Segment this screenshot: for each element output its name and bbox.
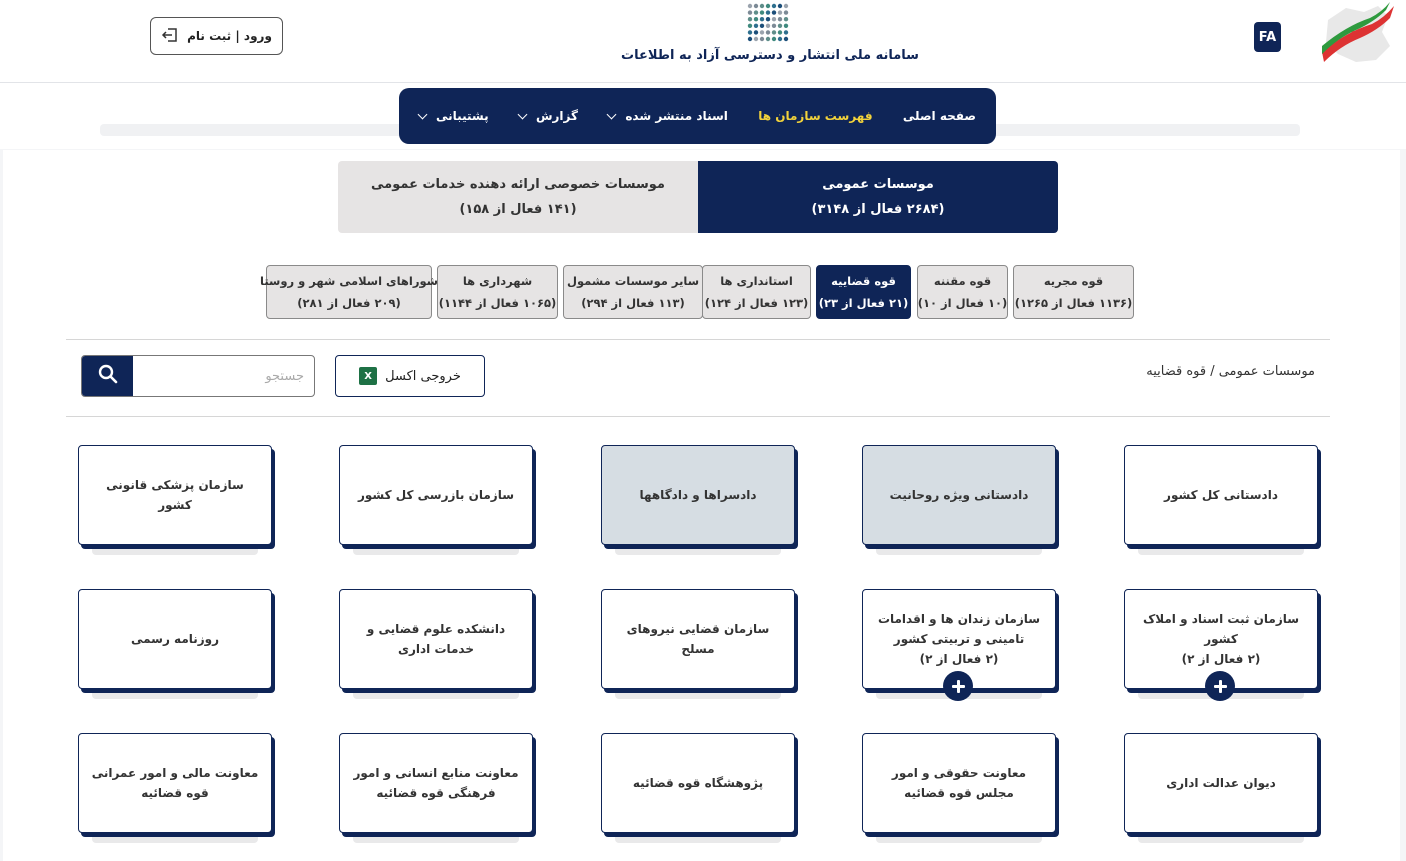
login-label: ورود | ثبت نام <box>187 29 272 43</box>
subtab-count: (۲۱ فعال از ۲۳) <box>818 296 909 310</box>
excel-export-button[interactable] <box>335 355 485 397</box>
organization-card[interactable] <box>1124 733 1318 833</box>
subtab-count: (۱۱۳۶ فعال از ۱۲۶۵) <box>1014 296 1133 310</box>
login-icon <box>161 26 179 47</box>
card-shadow <box>615 545 781 555</box>
card-shadow <box>353 545 519 555</box>
organization-card[interactable] <box>1124 445 1318 545</box>
nav-item-4[interactable] <box>419 109 489 123</box>
card-shadow <box>92 545 258 555</box>
subtab-label: شهرداری ها <box>462 274 533 288</box>
subtab-label: سایر موسسات مشمول <box>566 274 700 288</box>
iran-map-flag-logo <box>1316 2 1396 68</box>
organization-card[interactable] <box>339 445 533 545</box>
organization-name: معاونت مالی و امور عمرانی قوه قضائیه <box>91 766 259 800</box>
nav-item-1[interactable] <box>758 109 872 123</box>
card-shadow <box>876 833 1042 843</box>
search-icon <box>97 363 119 389</box>
card-shadow <box>615 833 781 843</box>
organization-card[interactable] <box>339 733 533 833</box>
card-shadow <box>92 833 258 843</box>
card-shadow <box>1138 545 1304 555</box>
organization-count: (۲ فعال از ۲) <box>1181 652 1261 666</box>
nav-item-label: صفحه اصلی <box>902 109 976 123</box>
tab-count: (۱۴۱ فعال از ۱۵۸) <box>459 202 577 217</box>
nav-item-label: فهرست سازمان ها <box>758 109 873 123</box>
card-shadow <box>353 833 519 843</box>
subtab-count: (۱۰۶۵ فعال از ۱۱۴۴) <box>438 296 557 310</box>
subtab-label: قوه مقننه <box>933 274 992 288</box>
chevron-down-icon <box>518 109 528 119</box>
subtab-1[interactable] <box>917 265 1008 319</box>
expand-plus-icon[interactable] <box>943 671 973 701</box>
organization-card[interactable] <box>78 733 272 833</box>
excel-export-label: خروجی اکسل <box>385 368 461 384</box>
organization-name: سازمان زندان ها و اقدامات تامینی و تربیتی کشور <box>877 612 1041 646</box>
tab-public-institutions[interactable] <box>698 161 1058 233</box>
organization-card[interactable] <box>78 445 272 545</box>
organization-name: دادسراها و دادگاهها <box>639 488 757 502</box>
subtab-count: (۱۰ فعال از ۱۰) <box>917 296 1008 310</box>
organization-name: دادستانی ویژه روحانیت <box>889 488 1029 502</box>
search-box <box>81 355 315 397</box>
nav-item-label: اسناد منتشر شده <box>625 109 728 123</box>
organization-card[interactable] <box>862 733 1056 833</box>
search-input[interactable] <box>134 356 312 396</box>
organization-card[interactable] <box>601 445 795 545</box>
subtab-label: استانداری ها <box>720 274 793 288</box>
subtab-5[interactable] <box>437 265 558 319</box>
card-shadow <box>615 689 781 699</box>
organization-card[interactable] <box>601 733 795 833</box>
subtab-3[interactable] <box>702 265 811 319</box>
organization-name: معاونت منابع انسانی و امور فرهنگی قوه قضائیه <box>353 766 519 800</box>
organization-name: دیوان عدالت اداری <box>1166 776 1276 790</box>
nav-item-label: پشتیبانی <box>436 109 489 123</box>
organization-card[interactable] <box>78 589 272 689</box>
chevron-down-icon <box>607 109 617 119</box>
site-logo-icon <box>746 2 790 46</box>
tab-label: موسسات عمومی <box>822 177 934 192</box>
organization-name: پژوهشگاه قوه قضائیه <box>632 776 764 790</box>
search-button[interactable] <box>82 356 133 396</box>
divider <box>66 339 1330 340</box>
subtab-count: (۱۲۳ فعال از ۱۲۴) <box>704 296 809 310</box>
expand-plus-icon[interactable] <box>1205 671 1235 701</box>
excel-icon: X <box>359 367 377 385</box>
subtab-4[interactable] <box>563 265 703 319</box>
organization-name: روزنامه رسمی <box>130 632 220 646</box>
subtab-count: (۲۰۹ فعال از ۲۸۱) <box>297 296 401 310</box>
subtab-6[interactable] <box>260 265 438 319</box>
card-shadow <box>1138 833 1304 843</box>
divider <box>66 416 1330 417</box>
organization-card[interactable] <box>862 445 1056 545</box>
card-shadow <box>92 689 258 699</box>
tab-count: (۲۶۸۴ فعال از ۳۱۴۸) <box>811 202 945 217</box>
organization-name: سازمان پزشکی قانونی کشور <box>106 478 244 512</box>
card-shadow <box>353 689 519 699</box>
breadcrumb: موسسات عمومی / قوه قضاییه <box>1146 364 1315 379</box>
language-badge[interactable]: FA <box>1254 22 1281 52</box>
main-navbar <box>399 88 996 144</box>
login-register-button[interactable] <box>150 17 283 55</box>
subtab-label: قوه قضاییه <box>831 274 896 288</box>
chevron-down-icon <box>418 109 428 119</box>
organization-name: سازمان ثبت اسناد و املاک کشور <box>1142 612 1300 646</box>
site-logo-title[interactable]: سامانه ملی انتشار و دسترسی آزاد به اطلاعات <box>621 48 919 63</box>
nav-item-3[interactable] <box>519 109 578 123</box>
tab-private-institutions[interactable] <box>338 161 698 233</box>
subtab-2[interactable] <box>816 265 911 319</box>
subtab-label: قوه مجریه <box>1043 274 1104 288</box>
tab-label: موسسات خصوصی ارائه دهنده خدمات عمومی <box>371 177 665 192</box>
subtab-0[interactable] <box>1013 265 1134 319</box>
organization-name: دانشکده علوم قضایی و خدمات اداری <box>366 622 506 656</box>
organization-name: معاونت حقوقی و امور مجلس قوه قضائیه <box>891 766 1027 800</box>
organization-card[interactable] <box>601 589 795 689</box>
nav-item-2[interactable] <box>608 109 728 123</box>
organization-name: سازمان قضایی نیروهای مسلح <box>626 622 770 656</box>
nav-item-label: گزارش <box>535 109 578 123</box>
card-shadow <box>876 545 1042 555</box>
organization-name: سازمان بازرسی کل کشور <box>358 488 515 502</box>
organization-count: (۲ فعال از ۲) <box>919 652 999 666</box>
subtab-count: (۱۱۳ فعال از ۲۹۴) <box>581 296 685 310</box>
organization-card[interactable] <box>339 589 533 689</box>
organization-name: دادستانی کل کشور <box>1164 488 1278 502</box>
nav-item-0[interactable] <box>903 109 976 123</box>
subtab-label: شوراهای اسلامی شهر و روستا <box>260 274 438 288</box>
